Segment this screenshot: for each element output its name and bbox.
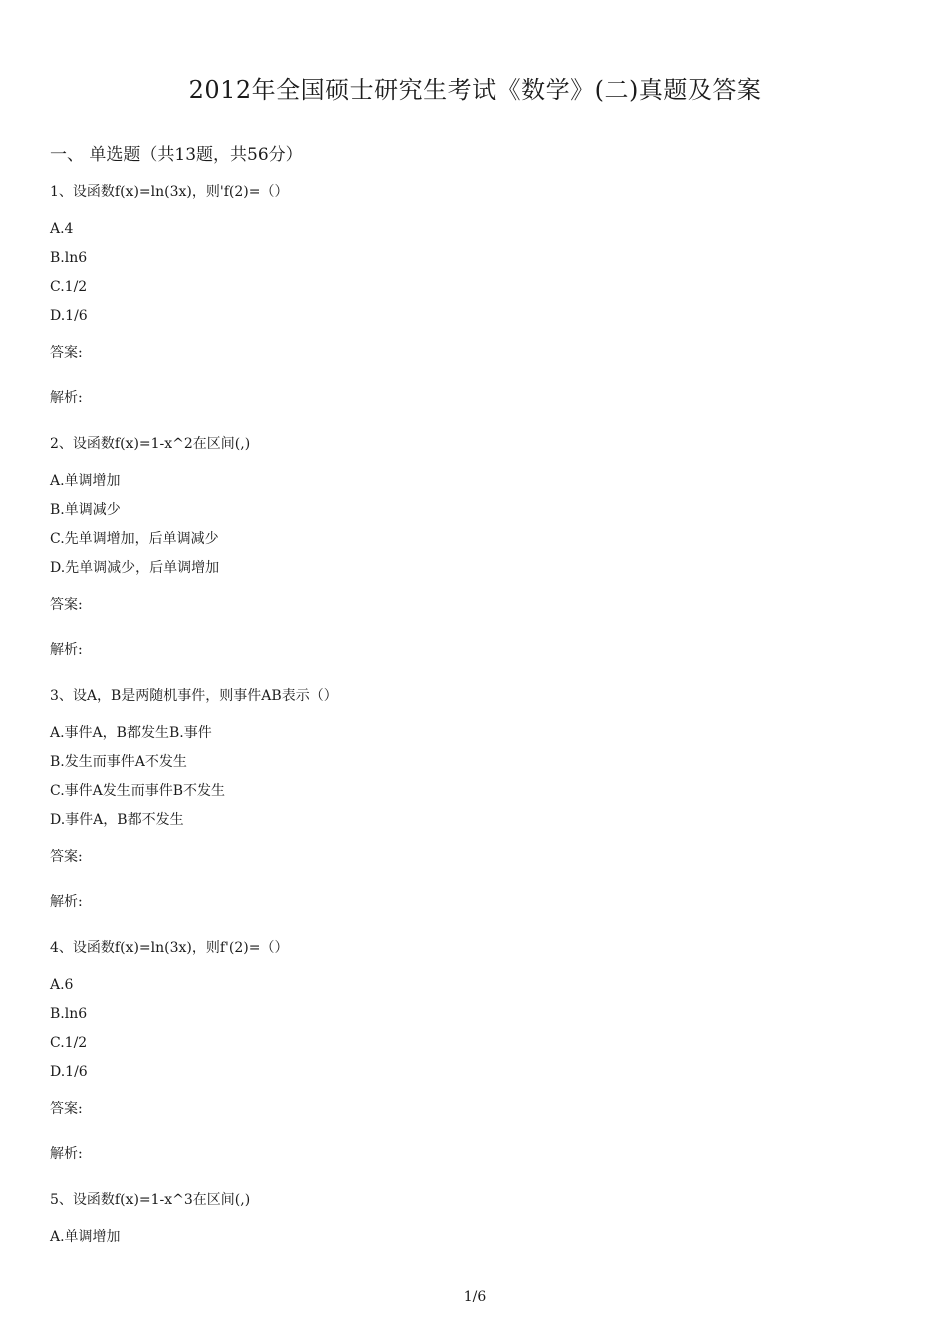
question-option: A.6 [50,977,74,993]
question-option: C.1/2 [50,279,88,295]
question-option: D.1/6 [50,1064,88,1080]
question-option: C.1/2 [50,1035,88,1051]
analysis-label: 解析: [50,1146,83,1162]
analysis-label: 解析: [50,894,83,910]
question-stem: 5、设函数f(x)=1-x^3在区间(,) [50,1192,251,1208]
answer-label: 答案: [50,849,83,865]
section-heading: 一、 单选题（共13题，共56分） [50,145,303,165]
question-option: B.发生而事件A不发生 [50,754,187,770]
question-option: D.1/6 [50,308,88,324]
question-stem: 1、设函数f(x)=ln(3x)，则'f(2)=（） [50,184,289,200]
question-option: B.ln6 [50,1006,88,1022]
question-option: A.事件A，B都发生B.事件 [50,725,212,741]
question-option: A.4 [50,221,74,237]
analysis-label: 解析: [50,642,83,658]
page-number: 1/6 [463,1289,487,1305]
answer-label: 答案: [50,345,83,361]
analysis-label: 解析: [50,390,83,406]
question-stem: 3、设A，B是两随机事件，则事件AB表示（） [50,688,338,704]
question-option: D.事件A，B都不发生 [50,812,184,828]
question-option: B.ln6 [50,250,88,266]
answer-label: 答案: [50,1101,83,1117]
question-option: B.单调减少 [50,502,121,518]
question-option: C.先单调增加，后单调减少 [50,531,219,547]
question-option: C.事件A发生而事件B不发生 [50,783,226,799]
question-option: D.先单调减少，后单调增加 [50,560,220,576]
question-stem: 4、设函数f(x)=ln(3x)，则f'(2)=（） [50,940,289,956]
question-option: A.单调增加 [50,473,121,489]
page-title: 2012年全国硕士研究生考试《数学》(二)真题及答案 [188,76,762,104]
question-option: A.单调增加 [50,1229,121,1245]
answer-label: 答案: [50,597,83,613]
question-stem: 2、设函数f(x)=1-x^2在区间(,) [50,436,251,452]
